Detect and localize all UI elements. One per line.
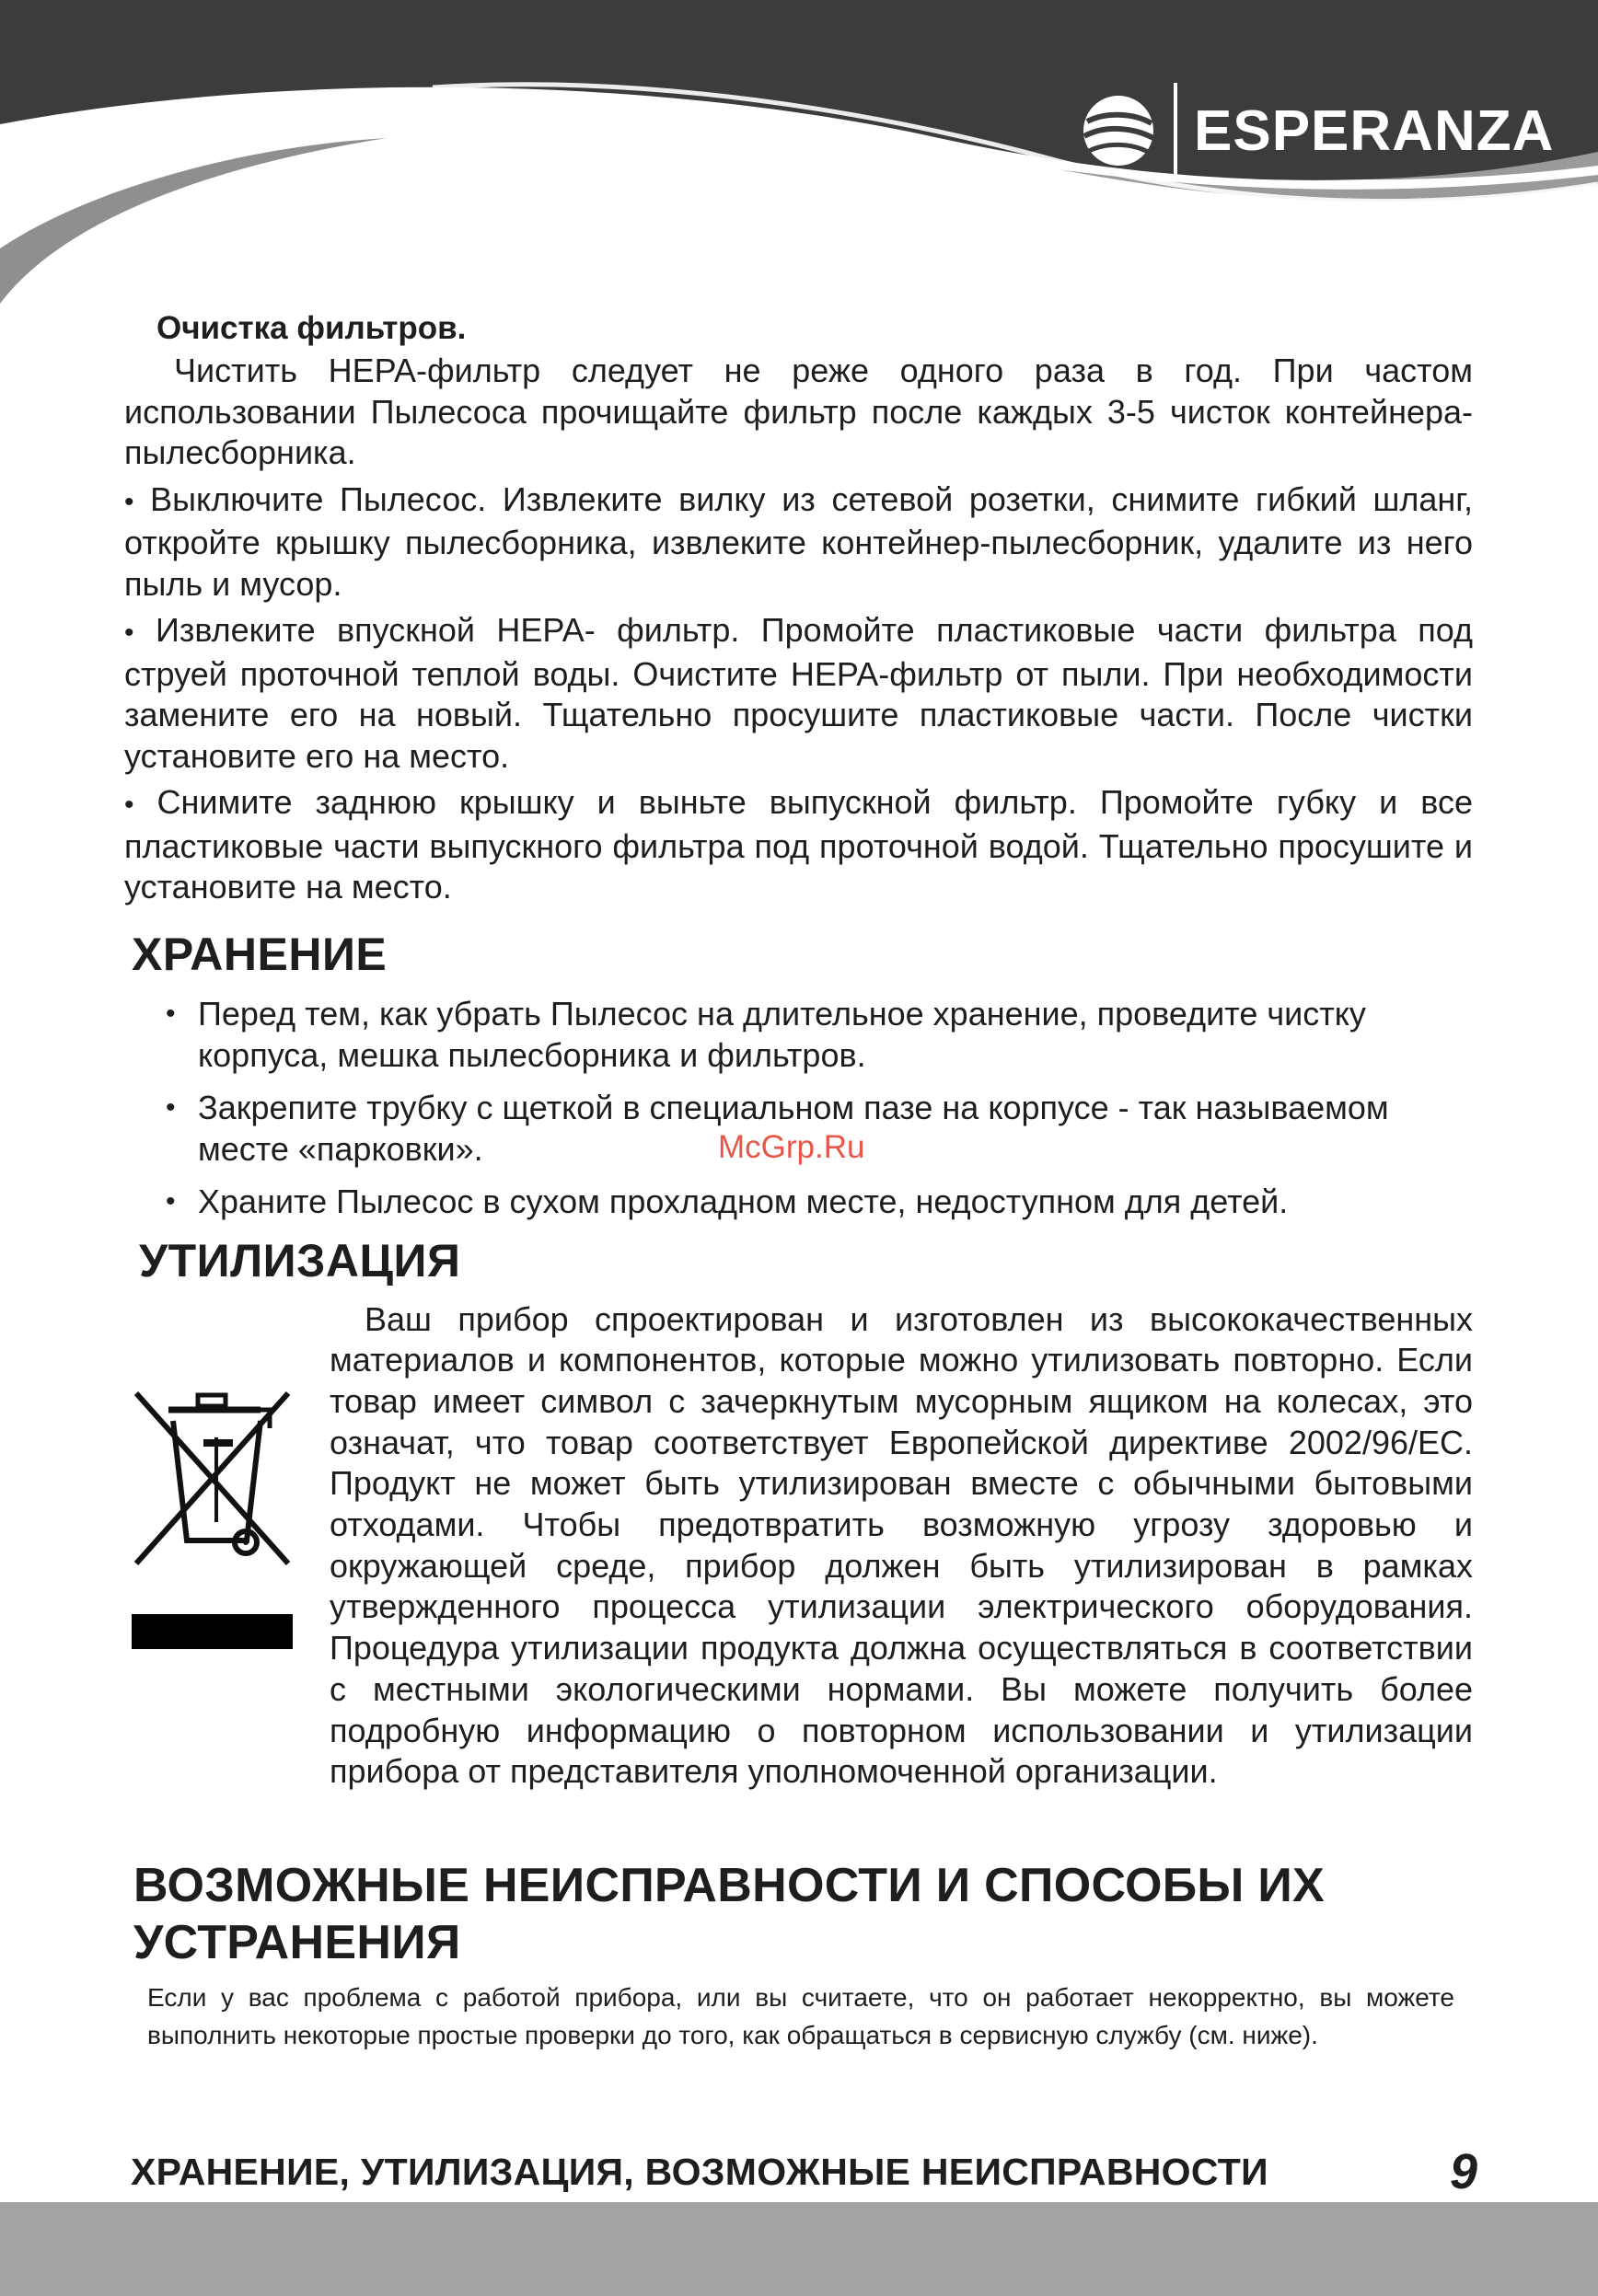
bullet-icon: • [166, 1091, 176, 1123]
storage-heading: ХРАНЕНИЕ [132, 928, 388, 980]
bullet-icon: • [124, 486, 134, 517]
filters-step-text: Снимите заднюю крышку и выньте выпускной фильтр. Промойте губку и все пластиковые части выпускного фильтра под проточной водой. Тщательно просушите и установите на место. [124, 783, 1473, 906]
disposal-block [124, 1299, 1473, 1793]
footer-title: ХРАНЕНИЕ, УТИЛИЗАЦИЯ, ВОЗМОЖНЫЕ НЕИСПРАВНОСТИ [131, 2151, 1268, 2193]
watermark: McGrp.Ru [718, 1129, 865, 1165]
storage-item [166, 993, 1473, 1076]
faults-text: Если у вас проблема с работой прибора, или вы считаете, что он работает некорректно, вы можете выполнить некоторые простые проверки до того, как обращаться в сервисную службу (см. ниже). [147, 1982, 1454, 2049]
filters-step-2 [124, 610, 1473, 777]
esperanza-globe-icon [1082, 94, 1155, 167]
storage-item-text: Перед тем, как убрать Пылесос на длительное хранение, проведите чистку корпуса, мешка пылесборника и фильтров. [198, 994, 1366, 1074]
storage-item-text: Храните Пылесос в сухом прохладном месте, недоступном для детей. [198, 1182, 1289, 1220]
bullet-icon: • [166, 1185, 176, 1217]
faults-heading: ВОЗМОЖНЫЕ НЕИСПРАВНОСТИ И СПОСОБЫ ИХ УСТРАНЕНИЯ [133, 1858, 1326, 1969]
bullet-icon: • [124, 790, 134, 820]
page-number: 9 [1450, 2144, 1478, 2199]
filters-step-text: Выключите Пылесос. Извлеките вилку из сетевой розетки, снимите гибкий шланг, откройте крышку пылесборника, извлеките контейнер-пылесборник, удалите из него пыль и мусор. [124, 479, 1473, 603]
filters-step-text: Извлеките впускной HEPA- фильтр. Промойте пластиковые части фильтра под струей проточной теплой воды. Очистите HEPA-фильтр от пыли. При необходимости замените его на новый. Тщательно просушите пластиковые части. После чистки установите его на место. [124, 611, 1473, 775]
filters-step-1 [124, 479, 1473, 606]
footer-bar [0, 2202, 1598, 2296]
storage-item [166, 1181, 1473, 1222]
brand-name: ESPERANZA [1194, 98, 1555, 163]
page-content [124, 308, 1473, 2054]
filters-step-3 [124, 782, 1473, 908]
crossed-out-wheelie-bin-icon [132, 1384, 293, 1651]
bullet-icon: • [124, 617, 134, 648]
brand-logo [1082, 81, 1554, 180]
filters-intro: Чистить HEPA-фильтр следует не реже одного раза в год. При частом использовании Пылесоса прочищайте фильтр после каждых 3-5 чисток контейнера-пылесборника. [124, 352, 1473, 471]
storage-item-text: Закрепите трубку с щеткой в специальном пазе на корпусе - так называемом месте «парковки». [198, 1088, 1389, 1168]
storage-list [166, 993, 1473, 1222]
disposal-heading: УТИЛИЗАЦИЯ [139, 1234, 461, 1286]
disposal-text: Ваш прибор спроектирован и изготовлен из высококачественных материалов и компонентов, которые можно утилизовать повторно. Если товар имеет символ с зачеркнутым мусорным ящиком на колесах, это означат, что товар соответствует Европейской директиве 2002/96/EC. Продукт не может быть утилизирован вместе с обычными бытовыми отходами. Чтобы предотвратить возможную угрозу здоровью и окружающей среде, прибор должен быть утилизирован в рамках утвержденного процесса утилизации электрического оборудования. Процедура утилизации продукта должна осуществляться в соответствии с местными экологическими нормами. Вы можете получить более подробную информацию о повторном использовании и утилизации прибора от представителя уполномоченной организации. [330, 1299, 1473, 1791]
bullet-icon: • [166, 998, 176, 1029]
filters-subheading: Очистка фильтров. [156, 310, 467, 346]
weee-symbol [132, 1384, 293, 1656]
logo-divider [1174, 83, 1177, 179]
